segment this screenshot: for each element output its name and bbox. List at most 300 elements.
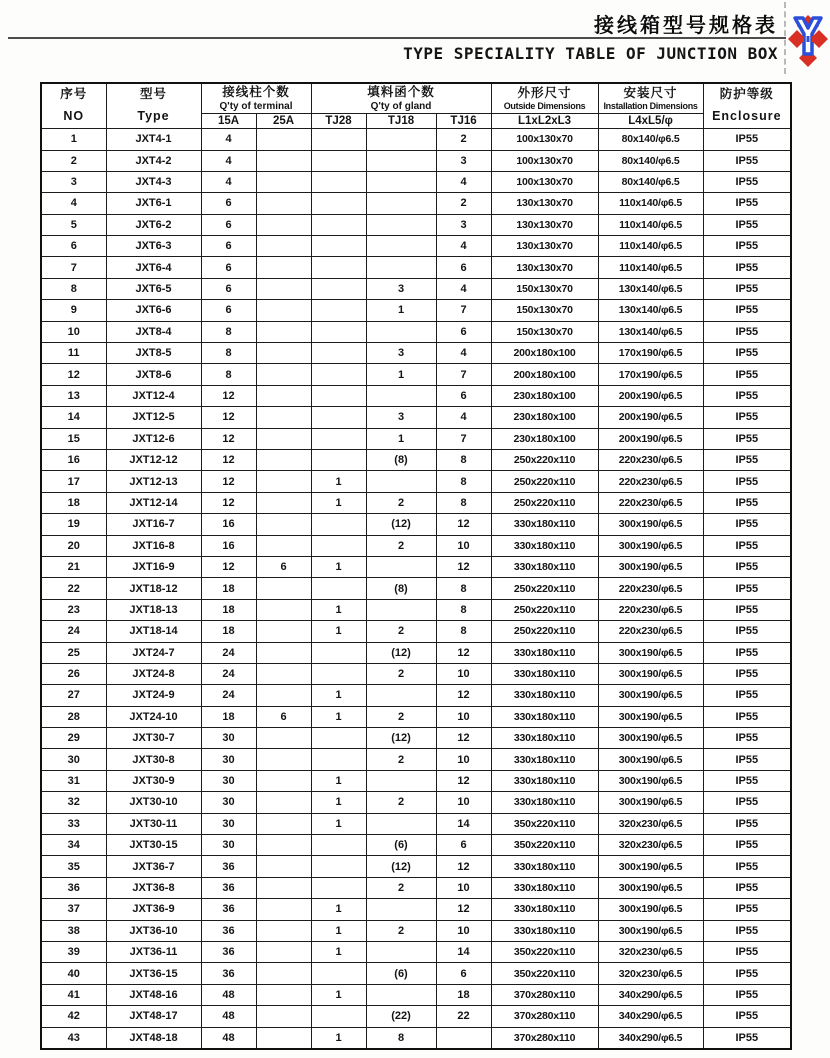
cell-enclosure: IP55 [703, 770, 791, 791]
cell-tj28 [311, 193, 366, 214]
cell-t25a [256, 129, 311, 150]
cell-type: JXT24-8 [106, 663, 201, 684]
cell-type: JXT48-18 [106, 1027, 201, 1049]
cell-tj16: 10 [436, 920, 491, 941]
table-row [41, 685, 791, 706]
cell-t25a [256, 835, 311, 856]
cell-tj16: 8 [436, 578, 491, 599]
cell-type: JXT24-7 [106, 642, 201, 663]
table-row [41, 856, 791, 877]
cell-no: 19 [41, 514, 106, 535]
cell-no: 31 [41, 770, 106, 791]
col-header-tj28: TJ28 [311, 114, 366, 129]
cell-t25a [256, 1027, 311, 1049]
cell-no: 33 [41, 813, 106, 834]
col-header-tj18: TJ18 [366, 114, 436, 129]
cell-type: JXT12-13 [106, 471, 201, 492]
cell-outside: 250x220x110 [491, 492, 598, 513]
cell-tj28 [311, 278, 366, 299]
cell-outside: 200x180x100 [491, 343, 598, 364]
cell-no: 13 [41, 385, 106, 406]
cell-no: 12 [41, 364, 106, 385]
table-row [41, 813, 791, 834]
cell-type: JXT8-4 [106, 321, 201, 342]
cell-t25a [256, 856, 311, 877]
cell-install: 300x190/φ6.5 [598, 920, 703, 941]
cell-t25a [256, 621, 311, 642]
cell-tj18 [366, 236, 436, 257]
cell-tj28 [311, 236, 366, 257]
cell-tj18 [366, 599, 436, 620]
cell-tj28: 1 [311, 685, 366, 706]
cell-no: 36 [41, 877, 106, 898]
cell-type: JXT12-12 [106, 449, 201, 470]
cell-tj18 [366, 321, 436, 342]
cell-outside: 370x280x110 [491, 984, 598, 1005]
cell-no: 4 [41, 193, 106, 214]
cell-tj18: 1 [366, 364, 436, 385]
cell-tj28: 1 [311, 792, 366, 813]
cell-enclosure: IP55 [703, 599, 791, 620]
cell-t15a: 24 [201, 663, 256, 684]
cell-enclosure: IP55 [703, 984, 791, 1005]
cell-type: JXT8-5 [106, 343, 201, 364]
cell-type: JXT4-3 [106, 171, 201, 192]
cell-install: 300x190/φ6.5 [598, 685, 703, 706]
cell-tj18 [366, 813, 436, 834]
cell-tj16: 8 [436, 449, 491, 470]
cell-install: 320x230/φ6.5 [598, 835, 703, 856]
col-header-gland-en: Q'ty of gland [370, 100, 432, 112]
cell-outside: 370x280x110 [491, 1027, 598, 1049]
cell-type: JXT30-11 [106, 813, 201, 834]
cell-tj28 [311, 749, 366, 770]
cell-no: 15 [41, 428, 106, 449]
cell-type: JXT18-14 [106, 621, 201, 642]
cell-tj28 [311, 642, 366, 663]
cell-tj16: 4 [436, 343, 491, 364]
table-row [41, 642, 791, 663]
cell-tj28 [311, 385, 366, 406]
cell-t25a [256, 685, 311, 706]
cell-t15a: 30 [201, 835, 256, 856]
cell-tj18: 2 [366, 749, 436, 770]
cell-outside: 330x180x110 [491, 556, 598, 577]
cell-type: JXT30-15 [106, 835, 201, 856]
cell-tj18 [366, 171, 436, 192]
cell-tj16: 6 [436, 385, 491, 406]
cell-no: 22 [41, 578, 106, 599]
cell-outside: 330x180x110 [491, 685, 598, 706]
cell-install: 300x190/φ6.5 [598, 535, 703, 556]
cell-enclosure: IP55 [703, 236, 791, 257]
table-row [41, 920, 791, 941]
cell-enclosure: IP55 [703, 706, 791, 727]
cell-enclosure: IP55 [703, 899, 791, 920]
cell-install: 300x190/φ6.5 [598, 514, 703, 535]
cell-t15a: 36 [201, 941, 256, 962]
cell-t25a [256, 321, 311, 342]
col-header-gland-cn: 填料函个数 [367, 85, 435, 99]
cell-tj28 [311, 343, 366, 364]
cell-tj18 [366, 899, 436, 920]
cell-outside: 330x180x110 [491, 920, 598, 941]
table-row [41, 385, 791, 406]
table-row [41, 556, 791, 577]
cell-tj16: 6 [436, 321, 491, 342]
cell-t25a [256, 642, 311, 663]
cell-enclosure: IP55 [703, 642, 791, 663]
cell-enclosure: IP55 [703, 792, 791, 813]
cell-outside: 230x180x100 [491, 428, 598, 449]
cell-t15a: 18 [201, 706, 256, 727]
cell-tj28 [311, 449, 366, 470]
table-row [41, 300, 791, 321]
cell-tj16: 8 [436, 471, 491, 492]
col-header-installation-dimensions [598, 83, 703, 114]
cell-t25a [256, 364, 311, 385]
cell-outside: 330x180x110 [491, 792, 598, 813]
cell-install: 300x190/φ6.5 [598, 556, 703, 577]
cell-enclosure: IP55 [703, 514, 791, 535]
cell-tj28: 1 [311, 984, 366, 1005]
cell-type: JXT24-10 [106, 706, 201, 727]
cell-enclosure: IP55 [703, 407, 791, 428]
cell-t25a [256, 150, 311, 171]
cell-t15a: 8 [201, 343, 256, 364]
cell-install: 300x190/φ6.5 [598, 877, 703, 898]
cell-enclosure: IP55 [703, 471, 791, 492]
cell-tj28 [311, 535, 366, 556]
cell-t25a [256, 385, 311, 406]
cell-tj18: 2 [366, 492, 436, 513]
cell-t15a: 36 [201, 877, 256, 898]
cell-t15a: 18 [201, 578, 256, 599]
cell-install: 110x140/φ6.5 [598, 257, 703, 278]
cell-tj28 [311, 171, 366, 192]
table-row [41, 792, 791, 813]
cell-install: 300x190/φ6.5 [598, 706, 703, 727]
cell-outside: 250x220x110 [491, 599, 598, 620]
cell-enclosure: IP55 [703, 578, 791, 599]
cell-outside: 350x220x110 [491, 835, 598, 856]
cell-tj16: 8 [436, 492, 491, 513]
cell-type: JXT36-11 [106, 941, 201, 962]
cell-t15a: 18 [201, 599, 256, 620]
page-title-english: TYPE SPECIALITY TABLE OF JUNCTION BOX [403, 44, 778, 63]
cell-t25a [256, 899, 311, 920]
table-row [41, 407, 791, 428]
cell-t25a [256, 963, 311, 984]
cell-t25a [256, 792, 311, 813]
cell-t15a: 48 [201, 1027, 256, 1049]
cell-type: JXT12-14 [106, 492, 201, 513]
cell-t15a: 36 [201, 920, 256, 941]
col-header-25a: 25A [256, 114, 311, 129]
cell-tj18: 3 [366, 278, 436, 299]
cell-enclosure: IP55 [703, 449, 791, 470]
cell-install: 300x190/φ6.5 [598, 856, 703, 877]
cell-enclosure: IP55 [703, 963, 791, 984]
cell-type: JXT6-2 [106, 214, 201, 235]
cell-tj18 [366, 941, 436, 962]
cell-tj28: 1 [311, 599, 366, 620]
cell-enclosure: IP55 [703, 321, 791, 342]
cell-tj18: 2 [366, 706, 436, 727]
cell-enclosure: IP55 [703, 856, 791, 877]
cell-outside: 330x180x110 [491, 877, 598, 898]
cell-no: 40 [41, 963, 106, 984]
cell-outside: 330x180x110 [491, 749, 598, 770]
col-header-enclosure-en: Enclosure [712, 109, 782, 124]
cell-t25a [256, 471, 311, 492]
cell-install: 220x230/φ6.5 [598, 578, 703, 599]
cell-t25a [256, 193, 311, 214]
cell-t25a [256, 428, 311, 449]
table-row [41, 535, 791, 556]
table-row [41, 770, 791, 791]
cell-no: 34 [41, 835, 106, 856]
table-row [41, 1006, 791, 1027]
cell-tj16: 10 [436, 535, 491, 556]
cell-t15a: 30 [201, 792, 256, 813]
cell-type: JXT18-13 [106, 599, 201, 620]
cell-tj28: 1 [311, 706, 366, 727]
cell-tj28: 1 [311, 1027, 366, 1049]
cell-tj16: 12 [436, 514, 491, 535]
cell-enclosure: IP55 [703, 343, 791, 364]
cell-no: 35 [41, 856, 106, 877]
cell-tj18: (6) [366, 835, 436, 856]
cell-tj16: 6 [436, 963, 491, 984]
cell-enclosure: IP55 [703, 171, 791, 192]
cell-tj16: 18 [436, 984, 491, 1005]
table-row [41, 343, 791, 364]
cell-tj28 [311, 1006, 366, 1027]
cell-install: 200x190/φ6.5 [598, 428, 703, 449]
col-header-15a: 15A [201, 114, 256, 129]
cell-no: 23 [41, 599, 106, 620]
cell-t15a: 8 [201, 321, 256, 342]
cell-outside: 330x180x110 [491, 642, 598, 663]
cell-type: JXT12-4 [106, 385, 201, 406]
cell-outside: 150x130x70 [491, 278, 598, 299]
brand-logo-icon [788, 6, 828, 72]
cell-outside: 230x180x100 [491, 385, 598, 406]
cell-tj16: 10 [436, 706, 491, 727]
cell-outside: 330x180x110 [491, 856, 598, 877]
cell-t15a: 4 [201, 171, 256, 192]
cell-tj18: (6) [366, 963, 436, 984]
cell-install: 200x190/φ6.5 [598, 407, 703, 428]
cell-enclosure: IP55 [703, 728, 791, 749]
cell-outside: 250x220x110 [491, 578, 598, 599]
cell-tj18 [366, 770, 436, 791]
cell-type: JXT48-16 [106, 984, 201, 1005]
cell-no: 9 [41, 300, 106, 321]
cell-type: JXT6-1 [106, 193, 201, 214]
cell-outside: 100x130x70 [491, 150, 598, 171]
cell-t15a: 4 [201, 150, 256, 171]
cell-t25a [256, 257, 311, 278]
cell-t15a: 16 [201, 514, 256, 535]
cell-t25a [256, 984, 311, 1005]
cell-tj28: 1 [311, 920, 366, 941]
cell-outside: 370x280x110 [491, 1006, 598, 1027]
col-header-no-en: NO [63, 109, 85, 124]
cell-tj16: 7 [436, 300, 491, 321]
cell-t25a [256, 449, 311, 470]
cell-t15a: 6 [201, 257, 256, 278]
cell-install: 170x190/φ6.5 [598, 343, 703, 364]
cell-outside: 250x220x110 [491, 621, 598, 642]
cell-outside: 150x130x70 [491, 300, 598, 321]
cell-install: 300x190/φ6.5 [598, 728, 703, 749]
cell-no: 6 [41, 236, 106, 257]
cell-install: 320x230/φ6.5 [598, 963, 703, 984]
cell-enclosure: IP55 [703, 749, 791, 770]
cell-install: 220x230/φ6.5 [598, 471, 703, 492]
cell-outside: 350x220x110 [491, 813, 598, 834]
cell-no: 3 [41, 171, 106, 192]
cell-type: JXT16-9 [106, 556, 201, 577]
cell-enclosure: IP55 [703, 1006, 791, 1027]
cell-t25a [256, 920, 311, 941]
col-header-tj16: TJ16 [436, 114, 491, 129]
cell-tj16: 8 [436, 621, 491, 642]
table-row [41, 492, 791, 513]
cell-install: 320x230/φ6.5 [598, 941, 703, 962]
cell-install: 110x140/φ6.5 [598, 193, 703, 214]
cell-install: 340x290/φ6.5 [598, 984, 703, 1005]
cell-install: 80x140/φ6.5 [598, 129, 703, 150]
cell-enclosure: IP55 [703, 813, 791, 834]
cell-tj18: (12) [366, 728, 436, 749]
cell-outside: 130x130x70 [491, 214, 598, 235]
cell-tj16: 7 [436, 364, 491, 385]
cell-tj28 [311, 364, 366, 385]
cell-tj16: 2 [436, 129, 491, 150]
cell-t15a: 12 [201, 471, 256, 492]
cell-outside: 130x130x70 [491, 257, 598, 278]
cell-tj16: 3 [436, 214, 491, 235]
cell-tj28 [311, 578, 366, 599]
cell-no: 14 [41, 407, 106, 428]
cell-no: 7 [41, 257, 106, 278]
table-row [41, 835, 791, 856]
cell-install: 170x190/φ6.5 [598, 364, 703, 385]
cell-t15a: 6 [201, 300, 256, 321]
cell-t15a: 36 [201, 856, 256, 877]
cell-t15a: 12 [201, 449, 256, 470]
cell-no: 42 [41, 1006, 106, 1027]
cell-no: 39 [41, 941, 106, 962]
cell-t15a: 30 [201, 749, 256, 770]
cell-tj28: 1 [311, 770, 366, 791]
table-row [41, 150, 791, 171]
cell-type: JXT30-7 [106, 728, 201, 749]
cell-enclosure: IP55 [703, 621, 791, 642]
cell-enclosure: IP55 [703, 663, 791, 684]
cell-t15a: 12 [201, 385, 256, 406]
cell-outside: 250x220x110 [491, 471, 598, 492]
cell-tj28 [311, 514, 366, 535]
col-header-type-cn: 型号 [139, 87, 167, 102]
cell-no: 28 [41, 706, 106, 727]
cell-install: 300x190/φ6.5 [598, 749, 703, 770]
cell-enclosure: IP55 [703, 920, 791, 941]
cell-tj28 [311, 407, 366, 428]
cell-type: JXT30-10 [106, 792, 201, 813]
cell-enclosure: IP55 [703, 214, 791, 235]
cell-tj18: 2 [366, 621, 436, 642]
cell-tj16: 10 [436, 792, 491, 813]
cell-no: 29 [41, 728, 106, 749]
table-row [41, 1027, 791, 1049]
cell-type: JXT12-5 [106, 407, 201, 428]
table-header [41, 83, 791, 129]
col-header-terminal-group [201, 83, 311, 114]
cell-tj28 [311, 856, 366, 877]
cell-tj16: 7 [436, 428, 491, 449]
cell-tj18: 2 [366, 920, 436, 941]
cell-enclosure: IP55 [703, 193, 791, 214]
cell-enclosure: IP55 [703, 835, 791, 856]
cell-install: 200x190/φ6.5 [598, 385, 703, 406]
col-header-terminal-en: Q'ty of terminal [219, 100, 293, 112]
cell-type: JXT6-4 [106, 257, 201, 278]
cell-no: 43 [41, 1027, 106, 1049]
cell-tj18: (12) [366, 514, 436, 535]
cell-outside: 330x180x110 [491, 770, 598, 791]
cell-tj16: 3 [436, 150, 491, 171]
cell-no: 41 [41, 984, 106, 1005]
cell-outside: 200x180x100 [491, 364, 598, 385]
cell-no: 10 [41, 321, 106, 342]
table-row [41, 899, 791, 920]
cell-tj18: (8) [366, 578, 436, 599]
cell-enclosure: IP55 [703, 685, 791, 706]
table-row [41, 663, 791, 684]
cell-t15a: 24 [201, 642, 256, 663]
cell-t15a: 6 [201, 278, 256, 299]
cell-enclosure: IP55 [703, 492, 791, 513]
cell-install: 220x230/φ6.5 [598, 621, 703, 642]
cell-t15a: 6 [201, 193, 256, 214]
cell-tj16: 12 [436, 728, 491, 749]
cell-t25a [256, 236, 311, 257]
cell-install: 80x140/φ6.5 [598, 150, 703, 171]
cell-no: 25 [41, 642, 106, 663]
cell-t15a: 18 [201, 621, 256, 642]
cell-enclosure: IP55 [703, 150, 791, 171]
table-row [41, 214, 791, 235]
cell-install: 220x230/φ6.5 [598, 492, 703, 513]
cell-tj18 [366, 150, 436, 171]
cell-enclosure: IP55 [703, 129, 791, 150]
cell-tj28 [311, 877, 366, 898]
cell-t25a [256, 300, 311, 321]
cell-enclosure: IP55 [703, 1027, 791, 1049]
table-row [41, 621, 791, 642]
table-row [41, 129, 791, 150]
cell-enclosure: IP55 [703, 877, 791, 898]
cell-t25a: 6 [256, 556, 311, 577]
cell-tj16: 4 [436, 407, 491, 428]
cell-tj18 [366, 385, 436, 406]
table-body [41, 129, 791, 1049]
cell-tj28 [311, 257, 366, 278]
